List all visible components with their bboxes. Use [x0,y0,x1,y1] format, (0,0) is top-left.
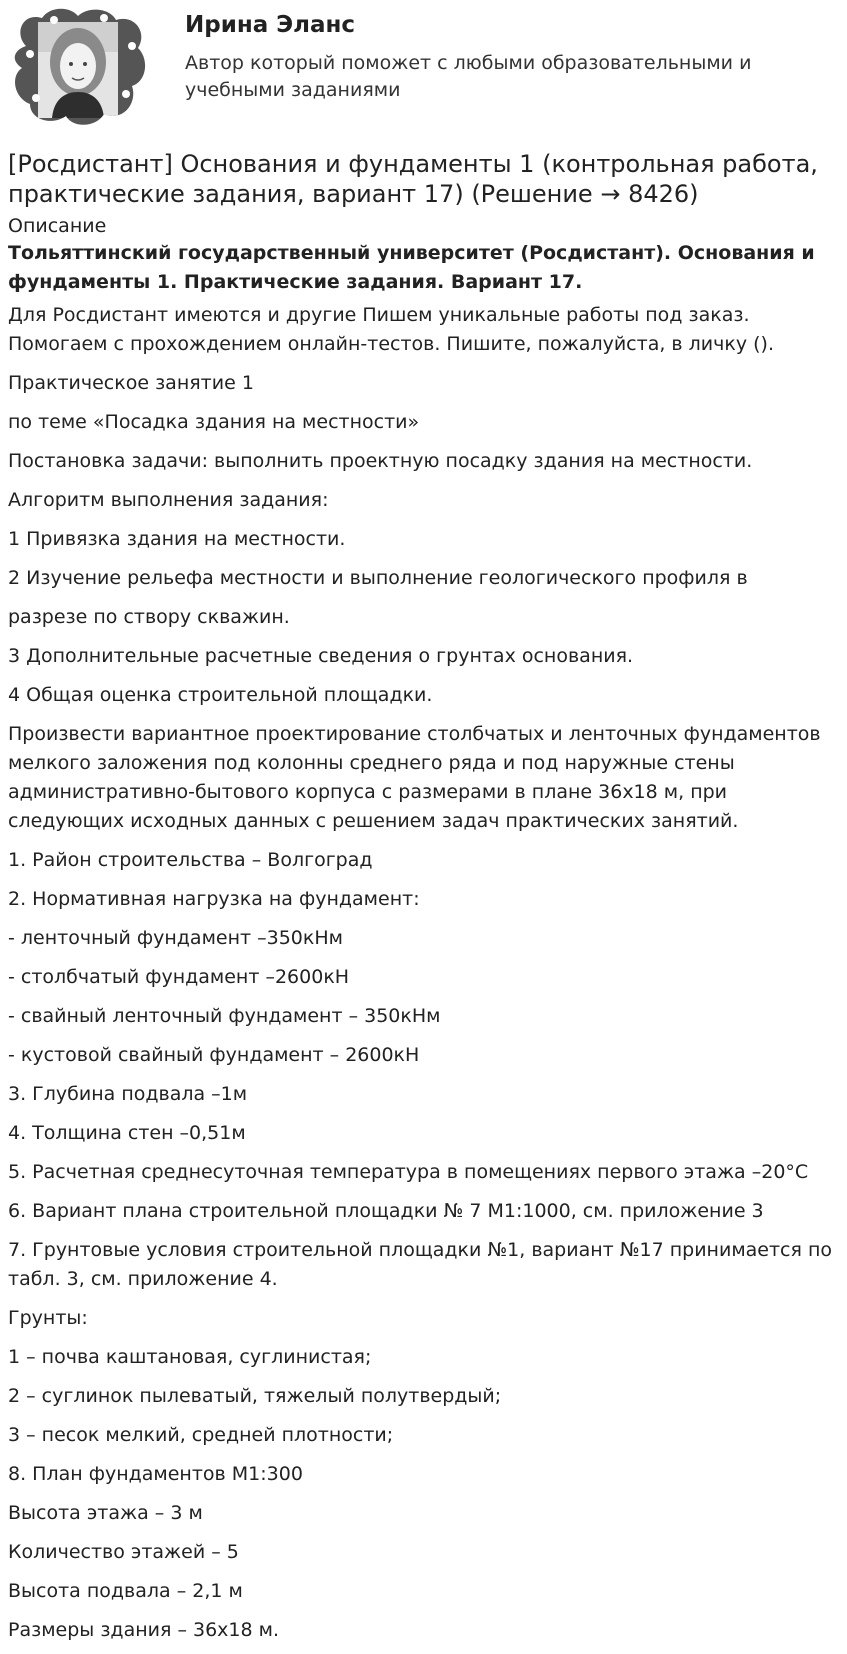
text-line: 2 – суглинок пылеватый, тяжелый полутвердый; [8,1385,502,1407]
soil-conditions-paragraph: 7. Грунтовые условия строительной площадки №1, вариант №17 принимается по табл. 3, см. приложение 4. [8,1239,833,1290]
text-line: Грунты: [8,1307,88,1329]
text-line: 2. Нормативная нагрузка на фундамент: [8,888,420,910]
text-line: 3. Глубина подвала –1м [8,1083,248,1105]
text-line: Практическое занятие 1 [8,372,254,394]
intro-paragraph: Для Росдистант имеются и другие Пишем уникальные работы под заказ. Помогаем с прохождением онлайн-тестов. Пишите, пожалуйста, в личку (). [8,304,774,355]
author-description: Автор который поможет с любыми образовательными и учебными заданиями [185,52,752,101]
text-line: 4. Толщина стен –0,51м [8,1122,246,1144]
text-line: 4 Общая оценка строительной площадки. [8,684,433,706]
text-line: 8. План фундаментов М1:300 [8,1463,303,1485]
text-line: 6. Вариант плана строительной площадки № 7 М1:1000, см. приложение 3 [8,1200,764,1222]
author-name[interactable]: Ирина Эланс [185,12,356,38]
text-line: - кустовой свайный фундамент – 2600кН [8,1044,420,1066]
text-line: по теме «Посадка здания на местности» [8,411,420,433]
text-line: Постановка задачи: выполнить проектную посадку здания на местности. [8,450,753,472]
page-title: [Росдистант] Основания и фундаменты 1 (контрольная работа, практические задания, вариант 17) (Решение → 8426) [8,150,818,208]
text-line: 2 Изучение рельефа местности и выполнение геологического профиля в [8,567,748,589]
text-line: Высота этажа – 3 м [8,1502,203,1524]
text-line: - свайный ленточный фундамент – 350кНм [8,1005,441,1027]
practical-lesson-section [8,369,839,710]
text-line: Алгоритм выполнения задания: [8,489,329,511]
soils-section [8,1304,839,1645]
text-line: - столбчатый фундамент –2600кН [8,966,350,988]
author-header [0,0,847,135]
text-line: 5. Расчетная среднесуточная температура в помещениях первого этажа –20°С [8,1161,809,1183]
text-line: 1. Район строительства – Волгоград [8,849,373,871]
text-line: 3 Дополнительные расчетные сведения о грунтах основания. [8,645,634,667]
text-line: 1 – почва каштановая, суглинистая; [8,1346,372,1368]
text-line: 1 Привязка здания на местности. [8,528,346,550]
text-line: 3 – песок мелкий, средней плотности; [8,1424,394,1446]
bold-intro: Тольяттинский государственный университет (Росдистант). Основания и фундаменты 1. Практические задания. Вариант 17. [8,242,815,293]
text-line: разрезе по створу скважин. [8,606,290,628]
text-line: - ленточный фундамент –350кНм [8,927,343,949]
author-avatar[interactable] [8,6,148,126]
input-data-section [8,846,839,1226]
description-label: Описание [8,215,107,237]
task-paragraph: Произвести вариантное проектирование столбчатых и ленточных фундаментов мелкого заложения под колонны среднего ряда и под наружные стены административно-бытового корпуса с размерами в плане 36х18 м, при следующих исходных данных с решением задач практических занятий. [8,723,821,832]
text-line: Размеры здания – 36х18 м. [8,1619,280,1641]
text-line: Высота подвала – 2,1 м [8,1580,243,1602]
main-content [0,149,847,1645]
text-line: Количество этажей – 5 [8,1541,239,1563]
